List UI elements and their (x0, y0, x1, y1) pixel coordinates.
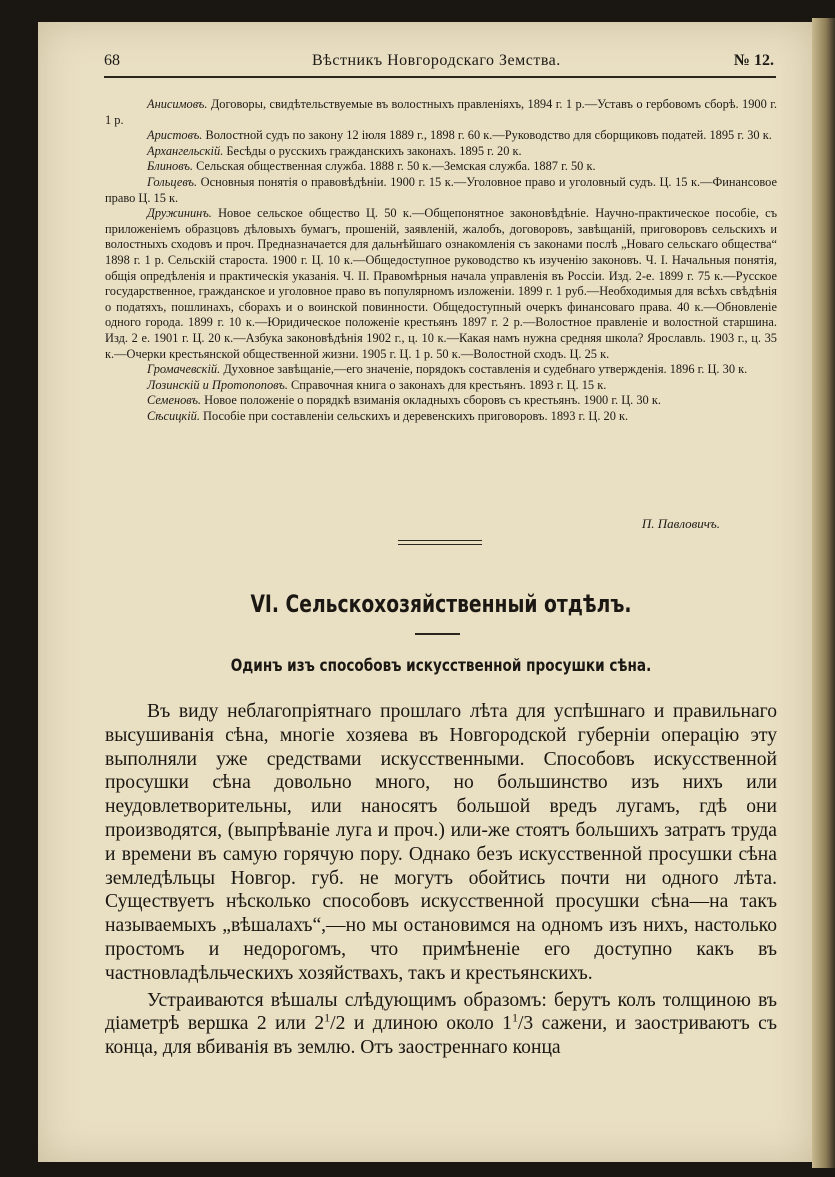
entry-text: Сельская общественная служба. 1888 г. 50 к.—Земская служба. 1887 г. 50 к. (193, 159, 596, 174)
entry-author: Лозинскій и Протопоповъ. (147, 377, 288, 392)
page-number: 68 (104, 52, 120, 69)
section-heading: VI. Сельскохозяйственный отдѣлъ. (250, 590, 632, 618)
entry-author: Анисимовъ. (147, 97, 208, 111)
paragraph (105, 989, 777, 1060)
bibliography-entry (105, 175, 777, 206)
entry-author: Аристовъ. (147, 128, 203, 143)
fraction-numerator: 1 (511, 1010, 518, 1025)
article-title: Одинъ изъ способовъ искусственной просушки сѣна. (230, 656, 652, 676)
heading-rule (415, 633, 460, 635)
entry-author: Громачевскій. (147, 362, 221, 377)
paragraph: Въ виду неблагопріятнаго прошлаго лѣта для успѣшнаго и правильнаго высушиванія сѣна, многіе хозяева въ Новгородской губерніи операцію эту выполняли уже средствами искусственными. Способовъ искусственной просушки сѣна довольно много, но большинство изъ нихъ или неудовлетворительны, или наносятъ большой вредъ лугамъ, гдѣ они производятся, (выпрѣваніе луга и проч.) или-же стоятъ большихъ затратъ труда и времени въ самую горячую пору. Однако безъ искусственной просушки сѣна земледѣльцы Новгор. губ. не могутъ обойтись почти ни одного лѣта. Существуетъ нѣсколько способовъ искусственной просушки сѣна—на такъ называемыхъ „вѣшалахъ“,—но мы остановимся на одномъ изъ нихъ, настолько простомъ и недорогомъ, что примѣненіе его доступно какъ въ частновладѣльческихъ хозяйствахъ, такъ и крестьянскихъ. (105, 701, 777, 984)
entry-author: Блиновъ. (147, 159, 193, 174)
section-divider (398, 540, 482, 545)
entry-text: Основныя понятія о правовѣдѣніи. 1900 г. 15 к.—Уголовное право и уголовный судъ. Ц. 15 к.—Финансовое право Ц. 15 к. (105, 174, 777, 205)
issue-number: № 12. (733, 52, 774, 69)
bibliography-list (105, 97, 777, 424)
entry-author: Гольцевъ. (147, 174, 198, 189)
fraction-numerator: 1 (324, 1010, 331, 1025)
entry-text: Бесѣды о русскихъ гражданскихъ законахъ. 1895 г. 20 к. (223, 143, 522, 158)
bibliography-entry (105, 144, 777, 160)
bibliography-entry (105, 128, 777, 144)
bibliography-entry (105, 393, 777, 409)
article-body (105, 700, 777, 1063)
entry-text: Новое положеніе о порядкѣ взиманія окладныхъ сборовъ съ крестьянъ. 1900 г. Ц. 30 к. (201, 393, 661, 408)
bibliography-entry (105, 159, 777, 175)
journal-title: Вѣстникъ Новгородскаго Земства. (312, 52, 561, 69)
bibliography-entry (105, 409, 777, 425)
bibliography-entry (105, 378, 777, 394)
entry-author: Сѣсицкій. (147, 408, 200, 423)
running-head (104, 52, 774, 74)
fraction-denominator: /2 (330, 1013, 346, 1035)
paragraph-text: сажени, и заостриваютъ съ конца, для вбиванія въ землю. Отъ заостреннаго конца (105, 1013, 777, 1059)
bibliography-entry (105, 97, 777, 128)
entry-text: Духовное завѣщаніе,—его значеніе, порядокъ составленія и судебнаго утвержденія. 1896 г. Ц. 30 к. (220, 362, 748, 377)
entry-text: Пособіе при составленіи сельскихъ и деревенскихъ приговоровъ. 1893 г. Ц. 20 к. (199, 408, 629, 423)
fraction-denominator: /3 (517, 1013, 534, 1035)
entry-text: Справочная книга о законахъ для крестьянъ. 1893 г. Ц. 15 к. (287, 377, 607, 392)
paragraph-text: Устраиваются вѣшалы слѣдующимъ образомъ: берутъ колъ толщиною въ діаметрѣ вершка 2 или 2 (105, 989, 777, 1035)
entry-text: Волостной судъ по закону 12 іюля 1889 г., 1898 г. 60 к.—Руководство для сборщиковъ податей. 1895 г. 30 к. (202, 128, 772, 143)
bibliography-entry (105, 206, 777, 362)
header-rule (104, 76, 776, 78)
entry-text: Договоры, свидѣтельствуемые въ волостныхъ правленіяхъ, 1894 г. 1 р.—Уставъ о гербовомъ сборѣ. 1900 г. 1 р. (105, 97, 777, 127)
entry-text: Новое сельское общество Ц. 50 к.—Общепонятное законовѣдѣніе. Научно-практическое пособіе, съ приложеніемъ образцовъ дѣловыхъ бумагъ, прошеній, заявленій, жалобъ, договоровъ, завѣщаній, приговоровъ сельскихъ и волостныхъ сходовъ и проч. Предназначается для дальнѣйшаго ознакомленія съ законами послѣ „Новаго сельскаго общества“ 1898 г. 1 р. Сельскій староста. 1900 г. Ц. 10 к.—Общедоступное руководство къ изученію законовъ. Ч. I. Начальныя понятія, общія опредѣленія и практическія указанія. Ч. II. Правомѣрныя начала управленія въ Россіи. Изд. 2-е. 1899 г. 75 к.—Русское государственное, гражданское и уголовное право въ популярномъ изложеніи. 1899 г. 1 руб.—Необходимыя для всѣхъ свѣдѣнія о податяхъ, пошлинахъ, сборахъ и о воинской повинности. Общедоступный очеркъ финансоваго права. 40 к.—Обновленіе одного города. 1899 г. 10 к.—Юридическое положеніе крестьянъ 1897 г. 2 р.—Волостное правленіе и волостной старшина. Изд. 2 е. 1901 г. Ц. 20 к.—Азбука законовѣдѣнія 1902 г., ц. 10 к.—Какая намъ нужна средняя школа? Ярославль. 1903 г., ц. 35 к.—Очерки крестьянской общественной жизни. 1905 г. Ц. 1 р. 50 к.—Волостной сходъ. Ц. 25 к. (105, 206, 777, 361)
paragraph-text: и длиною около 1 (345, 1013, 512, 1035)
bibliography-entry (105, 362, 777, 378)
entry-author: Дружининъ. (147, 206, 212, 221)
entry-author: Архангельскій. (147, 143, 224, 158)
author-signature: П. Павловичъ. (641, 516, 720, 531)
entry-author: Семеновъ. (147, 393, 202, 408)
book-edge (812, 18, 835, 1168)
